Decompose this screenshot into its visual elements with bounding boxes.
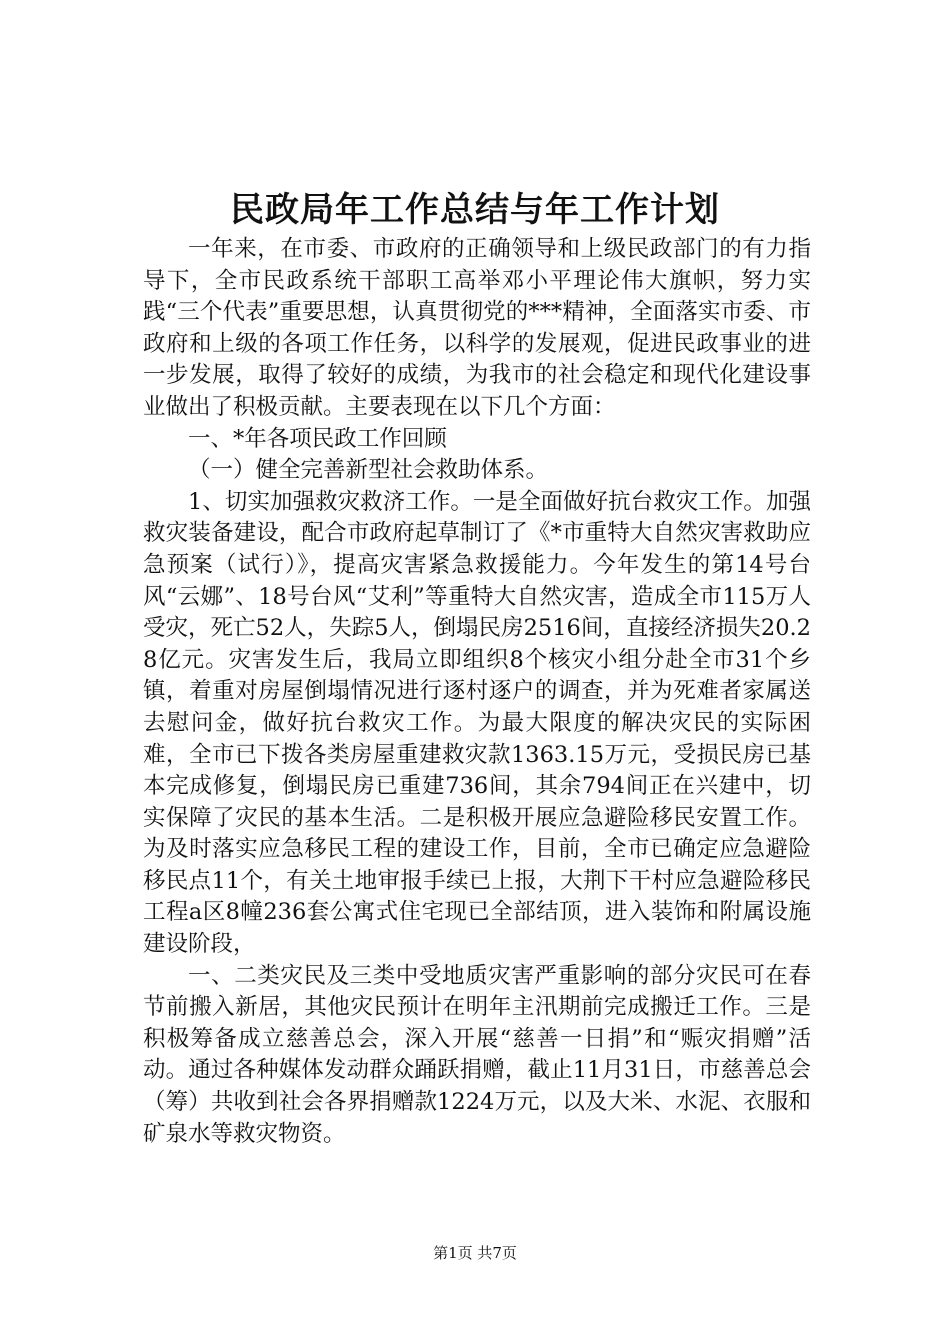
paragraph-relocation: 一、二类灾民及三类中受地质灾害严重影响的部分灾民可在春节前搬入新居，其他灾民预计在明年主汛期前完成搬迁工作。三是积极筹备成立慈善总会，深入开展“慈善一日捐”和“赈灾捐赠”活动。通过各种媒体发动群众踊跃捐赠，截止11月31日，市慈善总会（筹）共收到社会各界捐赠款1224万元，以及大米、水泥、衣服和矿泉水等救灾物资。 [143, 962, 811, 1147]
page-number: 第1页 共7页 [433, 1244, 517, 1262]
section-heading: 一、*年各项民政工作回顾 [188, 425, 447, 452]
document-body [143, 234, 811, 1150]
paragraph-disaster-relief: 1、切实加强救灾救济工作。一是全面做好抗台救灾工作。加强救灾装备建设，配合市政府起草制订了《*市重特大自然灾害救助应急预案（试行）》，提高灾害紧急救援能力。今年发生的第14号台风“云娜”、18号台风“艾利”等重特大自然灾害，造成全市115万人受灾，死亡52人，失踪5人，倒塌民房2516间，直接经济损失20.28亿元。灾害发生后，我局立即组织8个核灾小组分赴全市31个乡镇，着重对房屋倒塌情况进行逐村逐户的调查，并为死难者家属送去慰问金，做好抗台救灾工作。为最大限度的解决灾民的实际困难，全市已下拨各类房屋重建救灾款1363.15万元，受损民房已基本完成修复，倒塌民房已重建736间，其余794间正在兴建中，切实保障了灾民的基本生活。二是积极开展应急避险移民安置工作。为及时落实应急移民工程的建设工作，目前，全市已确定应急避险移民点11个，有关土地审报手续已上报，大荆下干村应急避险移民工程a区8幢236套公寓式住宅现已全部结顶，进入装饰和附属设施建设阶段， [143, 488, 811, 958]
paragraph-intro: 一年来，在市委、市政府的正确领导和上级民政部门的有力指导下，全市民政系统干部职工高举邓小平理论伟大旗帜，努力实践“三个代表”重要思想，认真贯彻党的***精神，全面落实市委、市政府和上级的各项工作任务，以科学的发展观，促进民政事业的进一步发展，取得了较好的成绩，为我市的社会稳定和现代化建设事业做出了积极贡献。主要表现在以下几个方面： [143, 236, 811, 420]
subsection-heading: （一）健全完善新型社会救助体系。 [188, 457, 549, 484]
document-title: 民政局年工作总结与年工作计划 [230, 190, 720, 230]
